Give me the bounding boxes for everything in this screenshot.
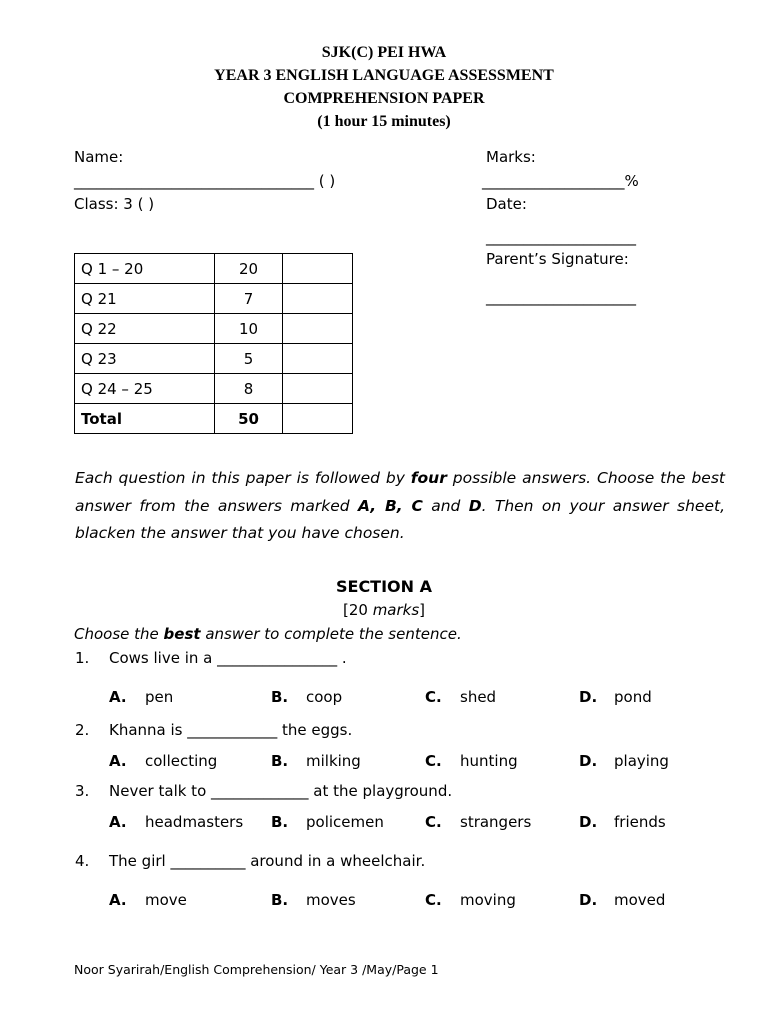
option-text: moving [460, 891, 516, 909]
question-range: Q 21 [75, 284, 215, 314]
score-cell [283, 314, 353, 344]
question-marks: 8 [215, 374, 283, 404]
score-table [74, 253, 353, 434]
question-range: Q 22 [75, 314, 215, 344]
score-cell [283, 404, 353, 434]
question-number: 2. [75, 721, 90, 739]
option-letter: C. [425, 891, 442, 909]
option-letter: A. [109, 813, 127, 831]
question-range: Q 1 – 20 [75, 254, 215, 284]
total-row [75, 404, 353, 434]
option-text: policemen [306, 813, 384, 831]
option-text: headmasters [145, 813, 244, 831]
name-line: ________________________________ ( ) [74, 172, 336, 190]
question-number: 4. [75, 852, 90, 870]
section-marks-word: marks [372, 601, 420, 619]
question-marks: 7 [215, 284, 283, 314]
option-letter: D. [579, 891, 598, 909]
section-instruction-text: answer to complete the sentence. [200, 625, 462, 643]
question-marks: 5 [215, 344, 283, 374]
option-letter: A. [109, 688, 127, 706]
table-row [75, 314, 353, 344]
option-text: coop [306, 688, 343, 706]
table-row [75, 374, 353, 404]
option-letter: C. [425, 813, 442, 831]
option-text: moved [614, 891, 666, 909]
signature-label: Parent’s Signature: [486, 250, 629, 268]
section-marks [0, 601, 768, 619]
option-text: pond [614, 688, 652, 706]
signature-line: ____________________ [486, 288, 636, 306]
section-instruction [74, 625, 462, 643]
paper-duration: (1 hour 15 minutes) [317, 113, 451, 130]
score-cell [283, 284, 353, 314]
option-text: moves [306, 891, 356, 909]
section-instruction-best: best [163, 625, 201, 643]
date-line: ____________________ [486, 228, 636, 246]
question-text: Never talk to _____________ at the playground. [109, 782, 453, 800]
marks-label: Marks: [486, 148, 536, 166]
option-text: milking [306, 752, 361, 770]
question-range: Q 24 – 25 [75, 374, 215, 404]
option-text: friends [614, 813, 666, 831]
option-letter: D. [579, 688, 598, 706]
marks-line: ___________________% [482, 172, 639, 190]
total-label: Total [75, 404, 215, 434]
score-cell [283, 374, 353, 404]
option-letter: A. [109, 752, 127, 770]
instructions-letters: A, B, C [357, 496, 423, 515]
option-text: playing [614, 752, 669, 770]
question-range: Q 23 [75, 344, 215, 374]
section-marks-open: [20 [342, 601, 373, 619]
section-marks-close: ] [419, 601, 426, 619]
question-text: Cows live in a ________________ . [109, 649, 347, 667]
assessment-title: YEAR 3 ENGLISH LANGUAGE ASSESSMENT [214, 67, 554, 84]
question-number: 3. [75, 782, 90, 800]
question-marks: 20 [215, 254, 283, 284]
option-text: move [145, 891, 187, 909]
question-text: The girl __________ around in a wheelchair. [109, 852, 426, 870]
option-text: strangers [460, 813, 532, 831]
table-row [75, 344, 353, 374]
option-letter: C. [425, 752, 442, 770]
instructions-four: four [410, 469, 447, 487]
option-text: shed [460, 688, 497, 706]
instructions-text: . Then on your answer sheet, blacken the answer that you have chosen. [75, 496, 726, 542]
option-letter: D. [579, 752, 598, 770]
paper-title: COMPREHENSION PAPER [283, 90, 485, 107]
score-cell [283, 254, 353, 284]
question-marks: 10 [215, 314, 283, 344]
option-letter: B. [271, 752, 289, 770]
name-label: Name: [74, 148, 124, 166]
section-instruction-text: Choose the [74, 625, 164, 643]
table-row [75, 284, 353, 314]
instructions-text: and [422, 496, 469, 515]
option-letter: A. [109, 891, 127, 909]
school-name: SJK(C) PEI HWA [321, 44, 447, 61]
option-letter: B. [271, 891, 289, 909]
section-title: SECTION A [335, 577, 432, 596]
question-number: 1. [75, 649, 90, 667]
instructions-letter-d: D [468, 496, 482, 515]
question-text: Khanna is ____________ the eggs. [109, 721, 353, 739]
instructions-text: possible answers. Choose the best answer from the answers marked [75, 469, 725, 515]
instructions [75, 465, 725, 548]
option-text: hunting [460, 752, 518, 770]
score-cell [283, 344, 353, 374]
option-text: collecting [145, 752, 218, 770]
option-text: pen [145, 688, 174, 706]
date-label: Date: [486, 195, 527, 213]
instructions-text: Each question in this paper is followed by [75, 469, 411, 487]
option-letter: B. [271, 813, 289, 831]
option-letter: C. [425, 688, 442, 706]
class-label: Class: 3 ( ) [74, 195, 155, 213]
page-footer: Noor Syarirah/English Comprehension/ Year 3 /May/Page 1 [74, 962, 439, 977]
option-letter: D. [579, 813, 598, 831]
table-row [75, 254, 353, 284]
total-marks: 50 [215, 404, 283, 434]
option-letter: B. [271, 688, 289, 706]
